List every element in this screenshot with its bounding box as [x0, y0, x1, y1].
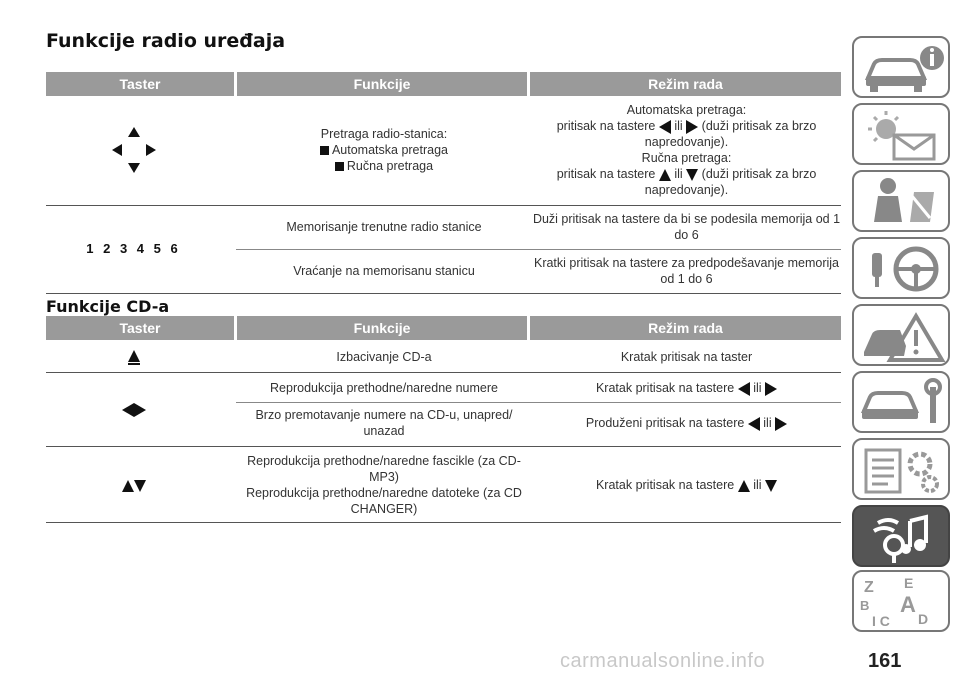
right-arrow-icon [134, 403, 146, 417]
folder-mode: Kratak pritisak na tastere ili [532, 450, 841, 520]
warning-lights-icon [854, 105, 950, 165]
memorize-func: Memorisanje trenutne radio stanice [286, 220, 482, 234]
col-funkcije: Funkcije [237, 72, 527, 96]
folder-keys [46, 448, 221, 522]
tab-warning-lights[interactable] [852, 103, 950, 165]
col-rezim: Režim rada [530, 316, 841, 340]
recall-mode: Kratki pritisak na tastere za predpodešavanje memorija od 1 do 6 [533, 256, 839, 286]
section-title: Funkcije CD-a [46, 297, 170, 316]
right-arrow-icon [686, 120, 698, 134]
eject-mode: Kratak pritisak na taster [620, 350, 753, 364]
tab-multimedia[interactable] [852, 505, 950, 567]
track-keys [46, 373, 221, 445]
seat-safety-icon [854, 172, 950, 232]
svg-text:D: D [918, 611, 929, 627]
left-arrow-icon [122, 403, 134, 417]
down-arrow-icon [686, 169, 698, 181]
car-maintenance-icon [854, 373, 950, 433]
track-func: Reprodukcija prethodne/naredne numere [270, 381, 498, 395]
up-arrow-icon [738, 480, 750, 492]
folder-func: Reprodukcija prethodne/naredne fascikle (za CD-MP3) Reprodukcija prethodne/naredne datoteke (za CD CHANGER) [246, 454, 522, 516]
left-arrow-icon [748, 417, 760, 431]
arrows-four-icon [112, 127, 156, 173]
down-arrow-icon [134, 480, 146, 492]
right-arrow-icon [775, 417, 787, 431]
svg-text:I C: I C [872, 613, 890, 629]
bullet-icon [320, 146, 329, 155]
svg-text:A: A [900, 592, 916, 617]
col-rezim: Režim rada [530, 72, 841, 96]
radio-search-func: Pretraga radio-stanica: Automatska pretraga Ručna pretraga [320, 127, 449, 173]
car-info-icon [854, 38, 950, 98]
left-arrow-icon [738, 382, 750, 396]
col-taster: Taster [46, 316, 234, 340]
row-divider [46, 446, 841, 447]
col-funkcije: Funkcije [237, 316, 527, 340]
cd-table-header [46, 316, 841, 340]
col-taster: Taster [46, 72, 234, 96]
multimedia-icon [854, 507, 950, 567]
up-arrow-icon [122, 480, 134, 492]
steering-wheel-icon [854, 239, 950, 299]
eject-key [46, 344, 221, 370]
preset-keys: 1 2 3 4 5 6 [86, 241, 181, 256]
svg-text:Z: Z [864, 579, 874, 596]
tab-accident-warning[interactable] [852, 304, 950, 366]
ffwd-func: Brzo premotavanje numere na CD-u, unapred/ unazad [255, 408, 513, 438]
left-arrow-icon [659, 120, 671, 134]
bullet-icon [335, 162, 344, 171]
ffwd-mode: Produženi pritisak na tastere ili [532, 405, 841, 441]
tab-steering-wheel[interactable] [852, 237, 950, 299]
technical-data-icon [854, 440, 950, 500]
tab-car-maintenance[interactable] [852, 371, 950, 433]
page-title: Funkcije radio uređaja [46, 30, 286, 52]
accident-warning-icon [854, 306, 950, 366]
svg-text:E: E [904, 575, 914, 591]
tab-car-info[interactable] [852, 36, 950, 98]
radio-search-mode: Automatska pretraga: pritisak na tastere ili (duži pritisak za brzo napredovanje). Ručna pretraga: pritisak na tastere ili (duži pritisak za brzo napredovanje). [556, 103, 817, 197]
track-mode: Kratak pritisak na tastere ili [532, 376, 841, 400]
up-arrow-icon [659, 169, 671, 181]
recall-func: Vraćanje na memorisanu stanicu [293, 264, 475, 278]
page-number: 161 [868, 650, 902, 672]
eject-func: Izbacivanje CD-a [336, 350, 432, 364]
tab-technical-data[interactable] [852, 438, 950, 500]
svg-text:B: B [860, 598, 870, 613]
down-arrow-icon [765, 480, 777, 492]
row-divider [46, 522, 841, 523]
eject-icon [128, 350, 140, 365]
row-divider [236, 402, 841, 403]
memorize-mode: Duži pritisak na tastere da bi se podesila memorija od 1 do 6 [532, 212, 841, 242]
tab-seat-safety[interactable] [852, 170, 950, 232]
radio-table-header [46, 72, 841, 96]
row-divider [46, 293, 841, 294]
seek-keys [46, 100, 221, 200]
watermark: carmanualsonline.info [560, 650, 766, 672]
right-arrow-icon [765, 382, 777, 396]
row-divider [236, 249, 841, 250]
tab-alphabetical-index[interactable] [852, 570, 950, 632]
alphabetical-index-icon [854, 572, 950, 632]
